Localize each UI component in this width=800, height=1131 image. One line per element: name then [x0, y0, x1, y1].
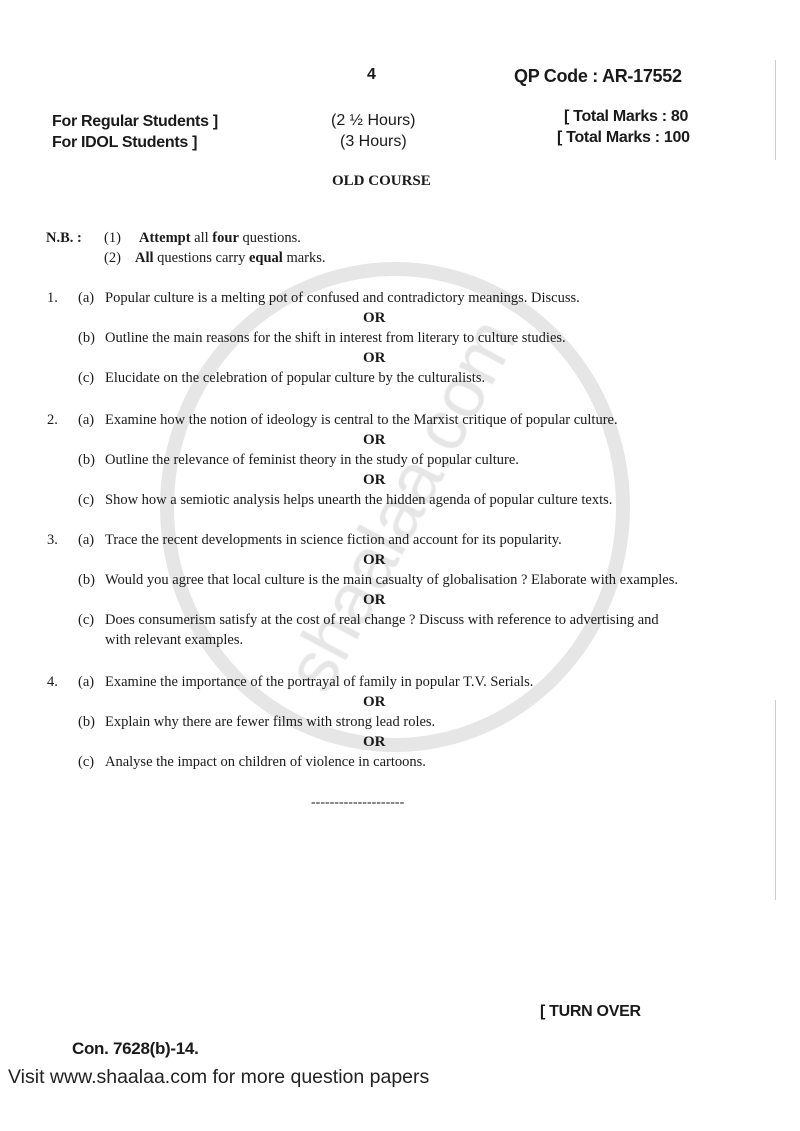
course-title: OLD COURSE [332, 173, 431, 189]
question-number: 1. [47, 290, 58, 306]
question-text: Does consumerism satisfy at the cost of real change ? Discuss with reference to advertising and [105, 612, 659, 628]
question-number: 2. [47, 412, 58, 428]
regular-total-marks: [ Total Marks : 80 [564, 108, 689, 125]
note-fragment: four [212, 230, 239, 246]
idol-duration: (3 Hours) [340, 133, 407, 150]
idol-students: For IDOL Students ] [52, 134, 198, 151]
question-part-label: (b) [78, 572, 95, 588]
question-number: 3. [47, 532, 58, 548]
note-fragment: marks. [282, 250, 326, 266]
note-fragment: questions. [238, 230, 301, 246]
or-separator: OR [363, 472, 386, 488]
question-text: Elucidate on the celebration of popular culture by the culturalists. [105, 370, 486, 386]
question-number: 4. [47, 674, 58, 690]
question-text: Outline the relevance of feminist theory in the study of popular culture. [105, 452, 519, 468]
question-part-label: (a) [78, 674, 95, 690]
or-separator: OR [363, 432, 386, 448]
regular-duration: (2 ½ Hours) [331, 112, 416, 129]
question-text: Would you agree that local culture is the main casualty of globalisation ? Elaborate with examples. [105, 572, 679, 588]
scan-edge-line [775, 60, 776, 160]
note-number: (2) [104, 250, 121, 266]
idol-total-marks: [ Total Marks : 100 [557, 129, 690, 146]
footer-text: Visit www.shaalaa.com for more question papers [8, 1066, 430, 1088]
qp-code: QP Code : AR-17552 [514, 66, 682, 86]
regular-students: For Regular Students ] [52, 113, 218, 130]
question-text: Popular culture is a melting pot of confused and contradictory meanings. Discuss. [105, 290, 580, 306]
question-text: Outline the main reasons for the shift in interest from literary to culture studies. [105, 330, 566, 346]
question-part-label: (c) [78, 754, 95, 770]
note-fragment: Attempt [139, 230, 191, 246]
question-part-label: (c) [78, 492, 95, 508]
question-part-label: (a) [78, 532, 95, 548]
or-separator: OR [363, 350, 386, 366]
note-number: (1) [104, 230, 121, 246]
or-separator: OR [363, 310, 386, 326]
note-text [139, 230, 301, 247]
question-text: Explain why there are fewer films with strong lead roles. [105, 714, 436, 730]
or-separator: OR [363, 592, 386, 608]
note-fragment: questions carry [153, 250, 249, 266]
nb-label: N.B. : [46, 230, 82, 246]
question-part-label: (b) [78, 330, 95, 346]
note-fragment: all [190, 230, 213, 246]
question-part-label: (a) [78, 290, 95, 306]
con-code: Con. 7628(b)-14. [72, 1039, 199, 1058]
question-text: Trace the recent developments in science fiction and account for its popularity. [105, 532, 562, 548]
or-separator: OR [363, 552, 386, 568]
turn-over: [ TURN OVER [540, 1003, 641, 1020]
or-separator: OR [363, 734, 386, 750]
note-fragment: equal [248, 250, 283, 266]
question-text: Examine the importance of the portrayal of family in popular T.V. Serials. [105, 674, 534, 690]
question-part-label: (b) [78, 452, 95, 468]
question-part-label: (b) [78, 714, 95, 730]
end-rule: -------------------- [311, 795, 405, 810]
question-part-label: (c) [78, 370, 95, 386]
note-text [135, 250, 326, 267]
page-number: 4 [367, 66, 376, 83]
question-text: Examine how the notion of ideology is central to the Marxist critique of popular culture. [105, 412, 618, 428]
question-text: Analyse the impact on children of violence in cartoons. [105, 754, 426, 770]
question-part-label: (a) [78, 412, 95, 428]
note-fragment: All [135, 250, 154, 266]
scan-edge-line [775, 700, 776, 900]
question-text: Show how a semiotic analysis helps unearth the hidden agenda of popular culture texts. [105, 492, 613, 508]
question-part-label: (c) [78, 612, 95, 628]
or-separator: OR [363, 694, 386, 710]
question-text: with relevant examples. [105, 632, 244, 648]
